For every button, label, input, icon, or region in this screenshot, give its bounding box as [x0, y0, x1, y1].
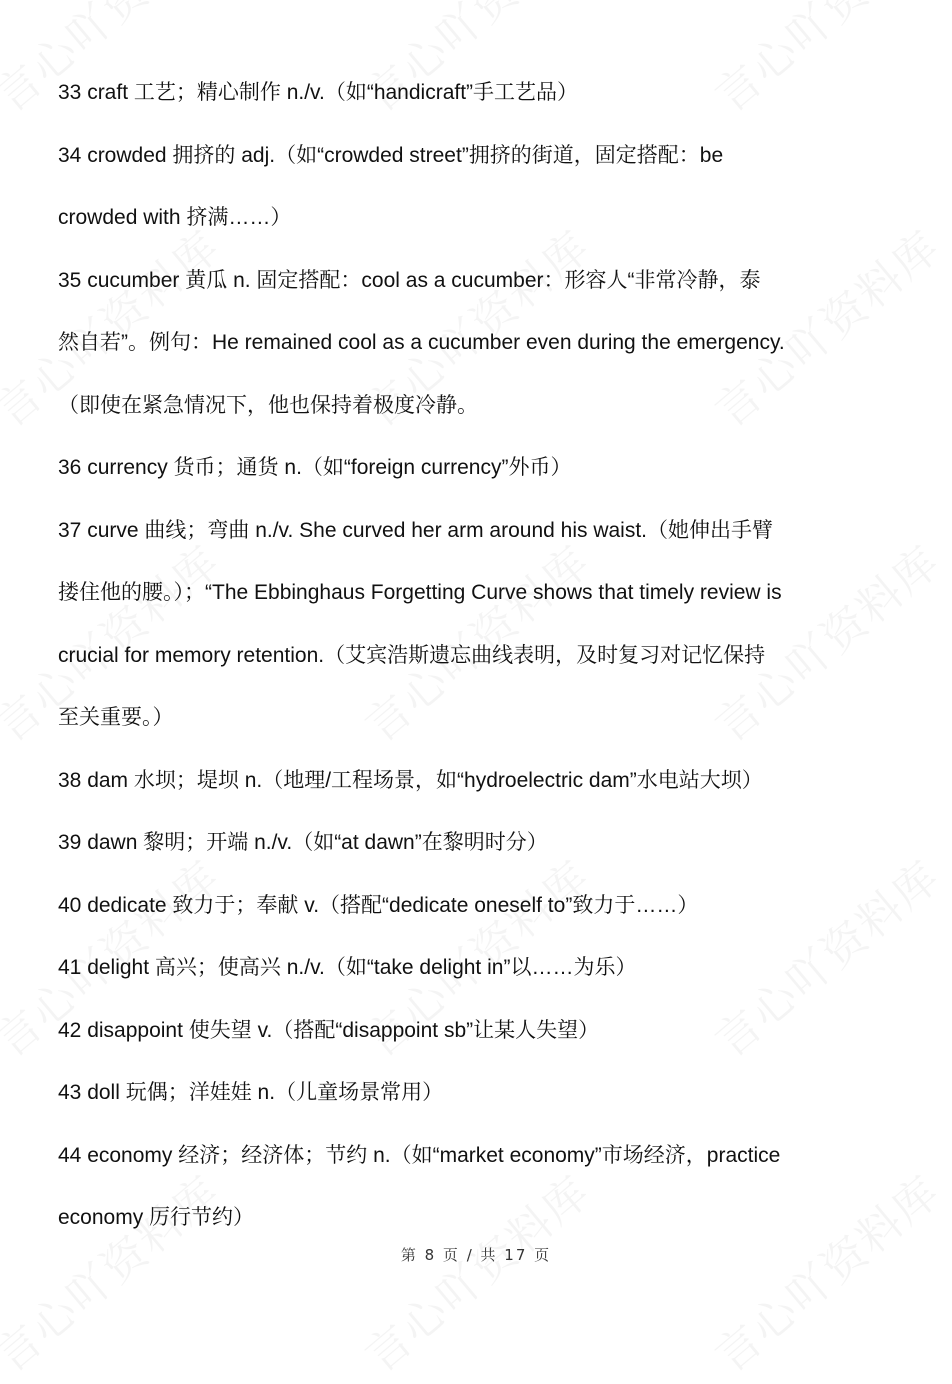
entry-disappoint	[58, 1000, 898, 1063]
entry-line: （即使在紧急情况下，他也保持着极度冷静。	[58, 393, 478, 417]
entry-line: 39 dawn 黎明；开端 n./v.（如“at dawn”在黎明时分）	[58, 831, 548, 854]
entry-dam	[58, 750, 898, 813]
entry-line: 40 dedicate 致力于；奉献 v.（搭配“dedicate oneself to”致力于……）	[58, 893, 699, 917]
entry-economy	[58, 1125, 898, 1250]
entry-currency	[58, 437, 898, 500]
entry-line: 41 delight 高兴；使高兴 n./v.（如“take delight in”以……为乐）	[58, 956, 637, 979]
entry-line: crowded with 挤满……）	[58, 206, 292, 229]
entry-dawn	[58, 812, 898, 875]
entry-line: 42 disappoint 使失望 v.（搭配“disappoint sb”让某人失望）	[58, 1018, 600, 1042]
entry-doll	[58, 1062, 898, 1125]
entry-delight	[58, 937, 898, 1000]
entry-line: 搂住他的腰。）；“The Ebbinghaus Forgetting Curve shows that timely review is	[58, 581, 782, 604]
entry-line: 33 craft 工艺；精心制作 n./v.（如“handicraft”手工艺品）	[58, 81, 579, 104]
vocabulary-page	[58, 62, 898, 1250]
entry-line: 38 dam 水坝；堤坝 n.（地理/工程场景，如“hydroelectric dam”水电站大坝）	[58, 768, 763, 792]
entry-line: 35 cucumber 黄瓜 n. 固定搭配：cool as a cucumber：形容人“非常冷静，泰	[58, 268, 761, 292]
entry-line: 43 doll 玩偶；洋娃娃 n.（儿童场景常用）	[58, 1081, 444, 1104]
entry-line: 34 crowded 拥挤的 adj.（如“crowded street”拥挤的街道，固定搭配：be	[58, 143, 724, 167]
entry-cucumber	[58, 250, 898, 438]
entry-crowded	[58, 125, 898, 250]
entry-line: 44 economy 经济；经济体；节约 n.（如“market economy”市场经济，practice	[58, 1143, 781, 1167]
entry-line: 至关重要。）	[58, 706, 174, 729]
entry-line: economy 厉行节约）	[58, 1206, 255, 1229]
entry-craft	[58, 62, 898, 125]
entry-line: 36 currency 货币；通货 n.（如“foreign currency”外币）	[58, 456, 572, 479]
entry-dedicate	[58, 875, 898, 938]
entry-curve	[58, 500, 898, 750]
entry-line: 37 curve 曲线；弯曲 n./v. She curved her arm around his waist.（她伸出手臂	[58, 518, 774, 542]
page-number-footer: 第 8 页 / 共 17 页	[400, 1246, 552, 1264]
entry-line: 然自若”。例句：He remained cool as a cucumber even during the emergency.	[58, 331, 785, 354]
entry-line: crucial for memory retention.（艾宾浩斯遗忘曲线表明，及时复习对记忆保持	[58, 643, 766, 667]
